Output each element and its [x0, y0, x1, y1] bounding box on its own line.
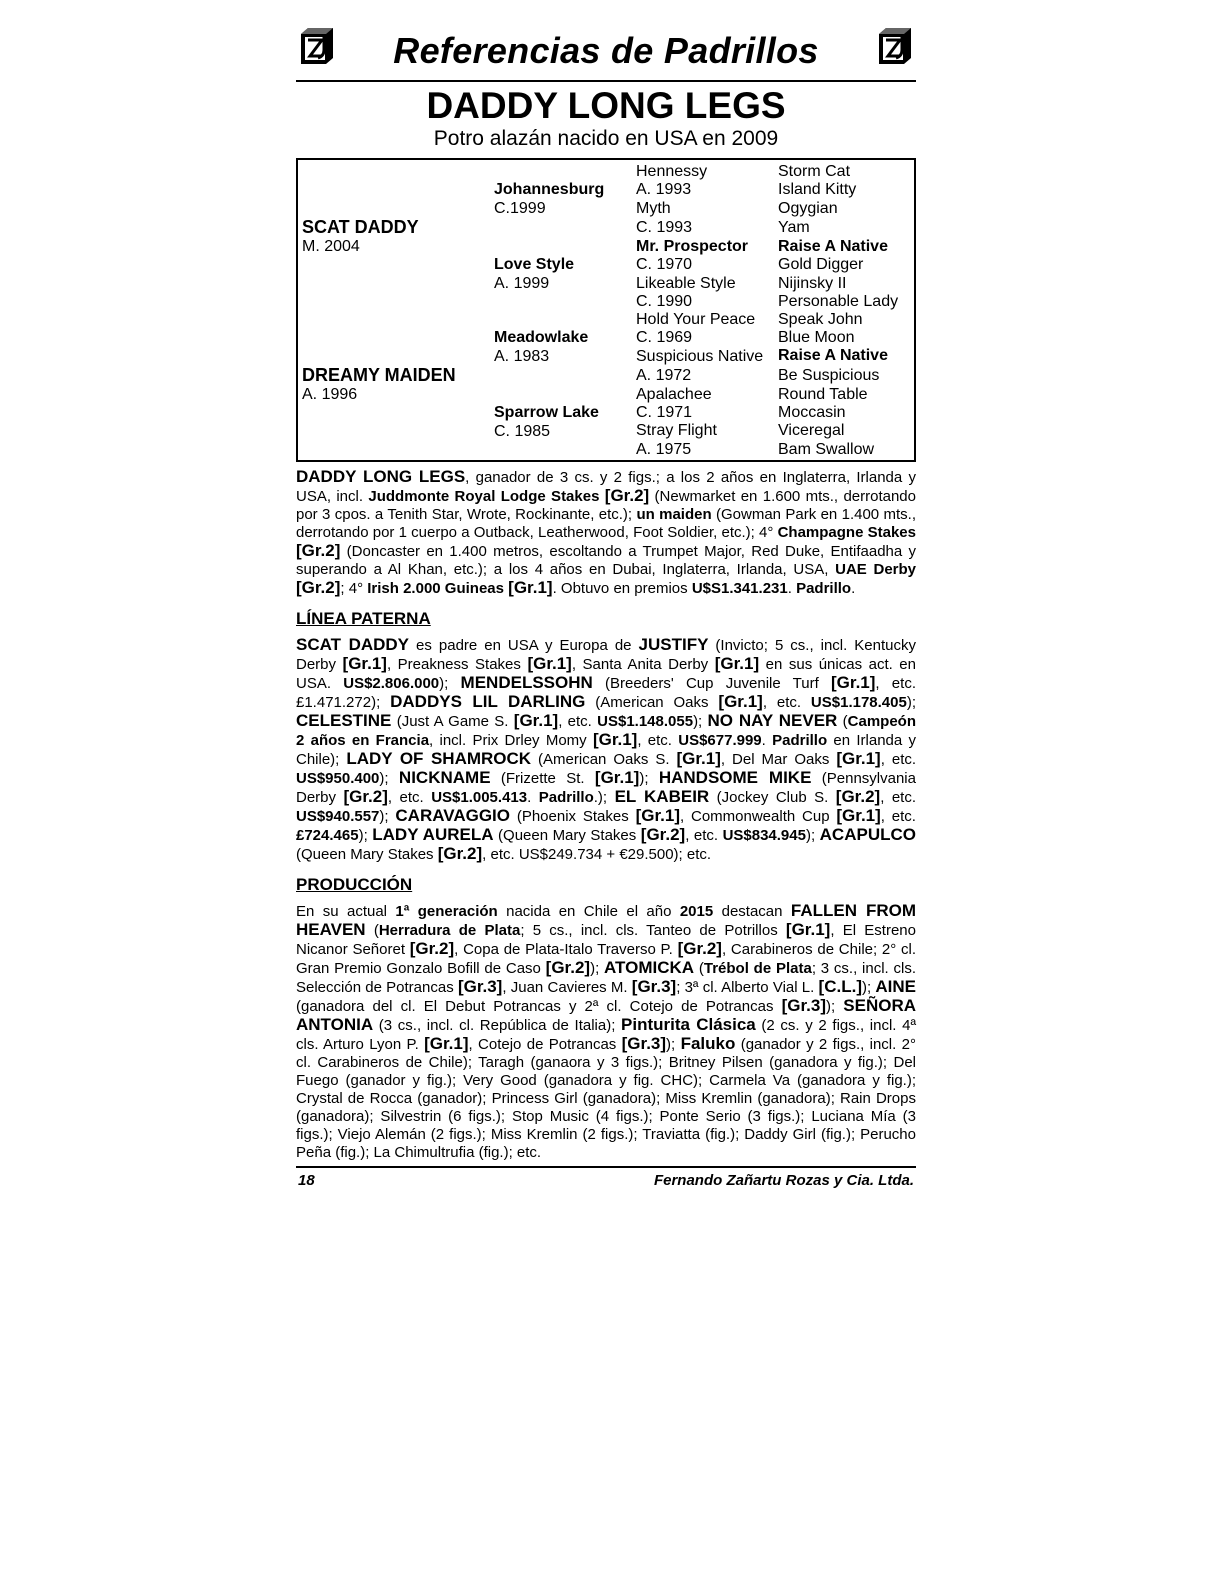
- g2-year: C. 1985: [494, 423, 551, 440]
- page-footer: [296, 1166, 916, 1194]
- g2-name: Meadowlake: [494, 329, 589, 346]
- dam-year: A. 1996: [302, 386, 358, 403]
- g2-name: Johannesburg: [494, 181, 605, 198]
- zr-monogram-icon: [876, 26, 914, 66]
- horse-subtitle: Potro alazán nacido en USA en 2009: [433, 127, 779, 150]
- production-paragraph: En su actual 1ª generación nacida en Chile el año 2015 destacan FALLEN FROM HEAVEN (Herradura de Plata; 5 cs., incl. cls. Tanteo de Potrillos [Gr.1], El Estreno Nicanor Señoret [Gr.2], Copa de Plata-Italo Traverso P. [Gr.2], Carabineros de Chile; 2° cl. Gran Premio Gonzalo Bofill de Caso [Gr.2]); ATOMICKA (Trébol de Plata; 3 cs., incl. cls. Selección de Potrancas [Gr.3], Juan Cavieres M. [Gr.3]; 3ª cl. Alberto Vial L. [C.L.]); AINE (ganadora del cl. El Debut Potrancas y 2ª cl. Cotejo de Potrancas [Gr.3]); SEÑORA ANTONIA (3 cs., incl. cl. República de Italia); Pinturita Clásica (2 cs. y 2 figs., incl. 4ª cls. Arturo Lyon P. [Gr.1], Cotejo de Potrancas [Gr.3]); Faluko (ganador y 2 figs., incl. 2° cl. Carabineros de Chile); Taragh (ganaora y 3 figs.); Britney Pilsen (ganadora y fig.); Del Fuego (ganador y fig.); Very Good (ganadora y fig. CHC); Carmela Va (ganadora y fig.); Crystal de Rocca (ganador); Princess Girl (ganadora); Miss Kremlin (ganadora); Rain Drops (ganadora); Silvestrin (6 figs.); Stop Music (4 figs.); Ponte Serio (3 figs.); Luciana Mía (3 figs.); Viejo Alemán (2 figs.); Miss Kremlin (2 figs.); Traviatta (fig.); Daddy Girl (fig.); Perucho Peña (fig.); La Chimultrufia (fig.); etc.: [296, 901, 917, 1161]
- g4-name: Bam Swallow: [778, 441, 875, 458]
- g4-name: Nijinsky II: [778, 275, 847, 292]
- g3-year: C. 1990: [636, 293, 693, 310]
- g3-name: Suspicious Native: [636, 348, 764, 365]
- g4-name: Viceregal: [778, 422, 845, 439]
- g3-year: A. 1975: [636, 441, 692, 458]
- document-page: [296, 20, 916, 1194]
- section-heading-produccion: PRODUCCIÓN: [296, 875, 413, 894]
- g4-name: Ogygian: [778, 200, 838, 217]
- g4-name: Moccasin: [778, 404, 846, 421]
- g3-year: C. 1971: [636, 404, 693, 421]
- g3-year: C. 1970: [636, 256, 693, 273]
- pedigree-table: [296, 158, 916, 462]
- page-number: 18: [298, 1172, 315, 1189]
- g4-name: Gold Digger: [778, 256, 864, 273]
- sire-line-paragraph: SCAT DADDY es padre en USA y Europa de JUSTIFY (Invicto; 5 cs., incl. Kentucky Derby [Gr.1], Preakness Stakes [Gr.1], Santa Anita Derby [Gr.1] en sus únicas act. en USA. US$2.806.000); MENDELSSOHN (Breeders' Cup Juvenile Turf [Gr.1], etc. £1.471.272); DADDYS LIL DARLING (American Oaks [Gr.1], etc. US$1.178.405); CELESTINE (Just A Game S. [Gr.1], etc. US$1.148.055); NO NAY NEVER (Campeón 2 años en Francia, incl. Prix Drley Momy [Gr.1], etc. US$677.999. Padrillo en Irlanda y Chile); LADY OF SHAMROCK (American Oaks S. [Gr.1], Del Mar Oaks [Gr.1], etc. US$950.400); NICKNAME (Frizette St. [Gr.1]); HANDSOME MIKE (Pennsylvania Derby [Gr.2], etc. US$1.005.413. Padrillo.); EL KABEIR (Jockey Club S. [Gr.2], etc. US$940.557); CARAVAGGIO (Phoenix Stakes [Gr.1], Commonwealth Cup [Gr.1], etc. £724.465); LADY AURELA (Queen Mary Stakes [Gr.2], etc. US$834.945); ACAPULCO (Queen Mary Stakes [Gr.2], etc. US$249.734 + €29.500); etc.: [296, 635, 917, 863]
- g4-name: Storm Cat: [778, 163, 851, 180]
- g3-name: Mr. Prospector: [636, 238, 749, 255]
- g4-name: Blue Moon: [778, 329, 855, 346]
- page-header: [296, 20, 916, 82]
- g3-name: Myth: [636, 200, 671, 217]
- g4-name: Island Kitty: [778, 181, 857, 198]
- g3-name: Likeable Style: [636, 275, 736, 292]
- g3-name: Apalachee: [636, 386, 712, 403]
- g3-year: C. 1969: [636, 329, 693, 346]
- g4-name: Speak John: [778, 311, 863, 328]
- g2-name: Love Style: [494, 256, 575, 273]
- sire-year: M. 2004: [302, 238, 360, 255]
- g4-name: Be Suspicious: [778, 367, 880, 384]
- g2-year: C.1999: [494, 200, 546, 217]
- g2-year: A. 1983: [494, 348, 550, 365]
- g4-name: Yam: [778, 219, 810, 236]
- g4-name: Raise A Native: [778, 238, 888, 255]
- dam-name: DREAMY MAIDEN: [302, 365, 456, 385]
- section-heading-linea-paterna: LÍNEA PATERNA: [296, 609, 431, 628]
- g3-name: Hold Your Peace: [636, 311, 756, 328]
- g3-year: C. 1993: [636, 219, 693, 236]
- header-title: Referencias de Padrillos: [393, 30, 819, 71]
- g3-name: Stray Flight: [636, 422, 717, 439]
- g2-year: A. 1999: [494, 275, 550, 292]
- sire-name: SCAT DADDY: [302, 217, 419, 237]
- g3-name: Hennessy: [636, 163, 708, 180]
- g2-name: Sparrow Lake: [494, 404, 599, 421]
- company-name: Fernando Zañartu Rozas y Cia. Ltda.: [653, 1172, 914, 1189]
- g4-name: Personable Lady: [778, 293, 899, 310]
- g3-year: A. 1972: [636, 367, 692, 384]
- g3-year: A. 1993: [636, 181, 692, 198]
- g4-name: Raise A Native: [778, 347, 888, 364]
- g4-name: Round Table: [778, 386, 868, 403]
- horse-name: DADDY LONG LEGS: [426, 85, 786, 126]
- race-record-paragraph: DADDY LONG LEGS, ganador de 3 cs. y 2 figs.; a los 2 años en Inglaterra, Irlanda y USA, incl. Juddmonte Royal Lodge Stakes [Gr.2] (Newmarket en 1.600 mts., derrotando por 3 cpos. a Tenith Star, Wrote, Rockinante, etc.); un maiden (Gowman Park en 1.400 mts., derrotando por 1 cuerpo a Outback, Leatherwood, Foot Soldier, etc.); 4° Champagne Stakes [Gr.2] (Doncaster en 1.400 metros, escoltando a Trumpet Major, Red Duke, Entifaadha y superando a Al Khan, etc.); a los 4 años en Dubai, Inglaterra, Irlanda, USA, UAE Derby [Gr.2]; 4° Irish 2.000 Guineas [Gr.1]. Obtuvo en premios U$S1.341.231. Padrillo.: [296, 467, 916, 597]
